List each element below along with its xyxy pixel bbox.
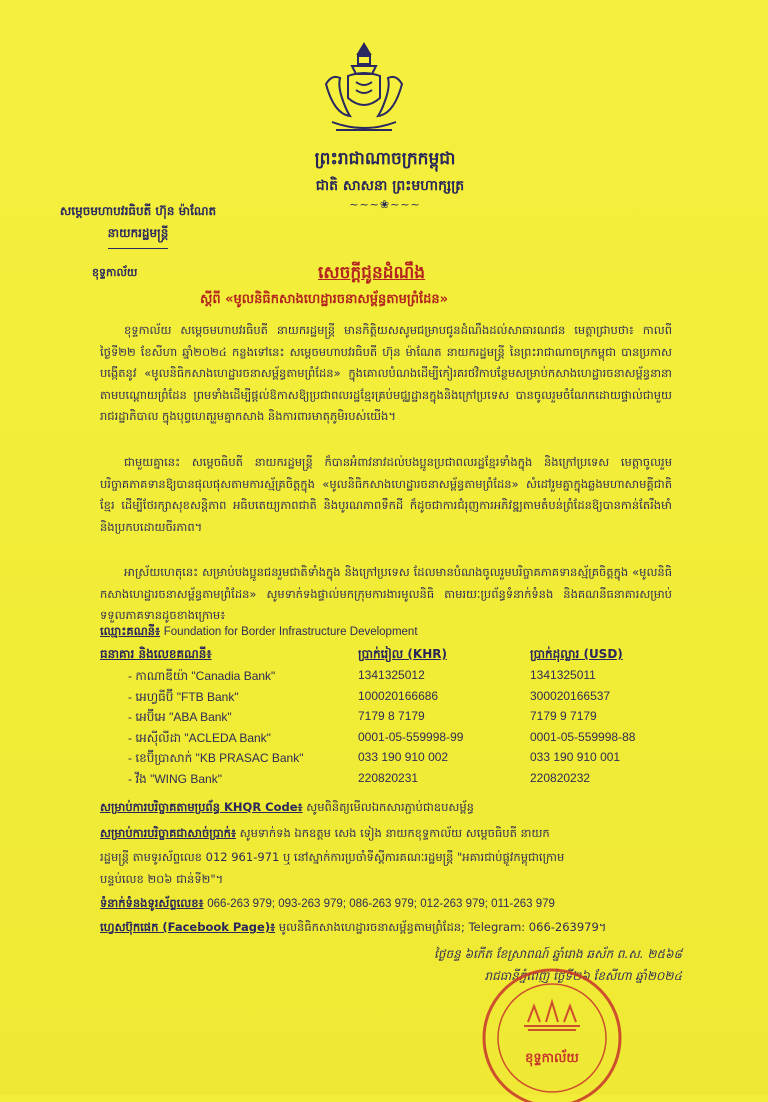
- khr-account: 033 190 910 002: [358, 750, 449, 765]
- khqr-row: [100, 800, 474, 817]
- phones-label: ទំនាក់ទំនងទូរស័ព្ទលេខ៖: [100, 896, 204, 910]
- table-row: [100, 769, 660, 790]
- usd-account: 0001-05-559998-88: [530, 729, 636, 744]
- office-label: ខុទ្ទកាល័យ: [92, 266, 138, 279]
- usd-account: 7179 9 7179: [530, 709, 597, 724]
- national-motto: ជាតិ សាសនា ព្រះមហាក្សត្រ: [315, 178, 465, 194]
- khr-account: 100020166686: [358, 688, 439, 703]
- paragraph-1: ខុទ្ទកាល័យ សម្ដេចមហាបវរធិបតី នាយករដ្ឋមន្ត្រី មានកិត្តិយសសូមជម្រាបជូនដំណឹងដល់សាធារណជន មេត្តាជ្រាបថា៖ កាលពីថ្ងៃទី២២ ខែសីហា ឆ្នាំ២០២៤ កន្លងទៅនេះ សម្ដេចមហាបវរធិបតី ហ៊ុន ម៉ាណែត នាយករដ្ឋមន្ត្រី នៃព្រះរាជាណាចក្រកម្ពុជា បានប្រកាសបង្កើតនូវ «មូលនិធិកសាងហេដ្ឋារចនាសម្ព័ន្ធតាមព្រំដែន» ក្នុងគោលបំណងដើម្បីកៀរគរថវិកាបន្ថែមសម្រាប់កសាងហេដ្ឋារចនាសម្ព័ន្ធនានាតាមបណ្ដោយព្រំដែន ព្រមទាំងដើម្បីផ្ដល់ឱកាសឱ្យប្រជាពលរដ្ឋខ្មែរគ្រប់មជ្ឈដ្ឋានក្នុងនិងក្រៅប្រទេស បានចូលរួមចំណែកដោយផ្ទាល់ជាមួយរាជរដ្ឋាភិបាល ក្នុងបុព្វហេតុរួមគ្នាកសាង និងការពារមាតុភូមិរបស់យើង។: [100, 323, 672, 423]
- bank-name: - អេហ្វធីប៊ី "FTB Bank": [128, 689, 239, 704]
- bank-name: - អេស៊ីលីដា "ACLEDA Bank": [128, 730, 271, 745]
- bank-name: - ខេប៊ីប្រាសាក់ "KB PRASAC Bank": [128, 751, 304, 766]
- date-solar: រាជធានីភ្នំពេញ ថ្ងៃទី២៦ ខែសីហា ឆ្នាំ២០២៤: [484, 969, 682, 983]
- document-title: សេចក្ដីជូនដំណឹង: [318, 263, 426, 283]
- account-name-value: Foundation for Border Infrastructure Development: [163, 626, 418, 638]
- usd-account: 220820232: [530, 770, 591, 785]
- paragraph-3: អាស្រ័យហេតុនេះ សម្រាប់បងប្អូនជនរួមជាតិទាំងក្នុង និងក្រៅប្រទេស ដែលមានបំណងចូលរួមបរិច្ចាគភាគទានស្ម័គ្រចិត្តក្នុង «មូលនិធិកសាងហេដ្ឋារចនាសម្ព័ន្ធតាមព្រំដែន» សូមទាក់ទងផ្ទាល់មកក្រុមការងារមូលនិធិ តាមរយៈប្រព័ន្ធទំនាក់ទំនង និងគណនីធនាគារសម្រាប់ទទួលភាគទានដូចខាងក្រោម៖: [100, 565, 672, 622]
- table-row: [100, 748, 660, 769]
- bank-name: - អេប៊ីអេ "ABA Bank": [128, 710, 232, 725]
- table-row: [100, 687, 660, 708]
- table-header: [100, 646, 660, 666]
- official-seal-stamp: [470, 962, 634, 1102]
- cash-text-2: រដ្ឋមន្ត្រី តាមទូរស័ព្ទលេខ 012 961-971 ឬ នៅស្នាក់ការប្រចាំទីស្ដីការគណៈរដ្ឋមន្ត្រី "អគារជាប់ផ្លូវកម្ពុជាក្រោម: [100, 850, 565, 864]
- cash-label: សម្រាប់ការបរិច្ចាគជាសាច់ប្រាក់៖: [100, 826, 237, 840]
- usd-account: 300020166537: [530, 688, 611, 703]
- sender-name: សម្ដេចមហាបវរធិបតី ហ៊ុន ម៉ាណែត: [59, 204, 217, 218]
- seal-label: ខុទ្ទកាល័យ: [525, 1051, 579, 1066]
- phones-text: 066-263 979; 093-263 979; 086-263 979; 012-263 979; 011-263 979: [207, 898, 555, 910]
- account-name-row: [100, 624, 418, 641]
- kingdom-header: ព្រះរាជាណាចក្រកម្ពុជា: [314, 149, 456, 169]
- cash-text-3: បន្ទប់លេខ ២០៦ ជាន់ទី២"។: [100, 872, 224, 886]
- khr-account: 7179 8 7179: [358, 709, 425, 724]
- header-bank: ធនាគារ និងលេខគណនី៖: [100, 647, 212, 661]
- royal-coat-of-arms-emblem: [318, 40, 410, 140]
- bank-name: - វីង "WING Bank": [128, 771, 222, 786]
- facebook-text: មូលនិធិកសាងហេដ្ឋារចនាសម្ព័ន្ធតាមព្រំដែន; Telegram: 066-263979។: [278, 920, 607, 934]
- khqr-label: សម្រាប់ការបរិច្ចាគតាមប្រព័ន្ធ KHQR Code៖: [100, 800, 303, 814]
- account-name-label: ឈ្មោះគណនី៖: [100, 624, 161, 638]
- header-usd: ប្រាក់ដុល្លារ (USD): [530, 647, 623, 661]
- paragraph-2: ជាមួយគ្នានេះ សម្ដេចធិបតី នាយករដ្ឋមន្ត្រី ក៏បានអំពាវនាវដល់បងប្អូនប្រជាពលរដ្ឋខ្មែរទាំងក្នុង និងក្រៅប្រទេស មេត្តាចូលរួមបរិច្ចាគភាគទានឱ្យបានផុលផុសតាមការស្ម័គ្រចិត្តក្នុង «មូលនិធិកសាងហេដ្ឋារចនាសម្ព័ន្ធតាមព្រំដែន» សំដៅរួមគ្នាក្នុងឆ្លងមហាសាមគ្គីជាតិខ្មែរ ដើម្បីថែរក្សាសុខសន្តិភាព អធិបតេយ្យភាពជាតិ និងបូរណភាពទឹកដី ក៏ដូចជាការជំរុញការអភិវឌ្ឍតាមតំបន់ព្រំដែនឱ្យបានកាន់តែរឹងមាំ និងប្រកបដោយចីរភាព។: [100, 455, 672, 534]
- cash-text-1: សូមទាក់ទង ឯកឧត្ដម សេង ទៀង នាយកខុទ្ទកាល័យ សម្ដេចធិបតី នាយក: [239, 826, 550, 840]
- khqr-text: សូមពិនិត្យមើលឯកសារភ្ជាប់ជាឧបសម្ព័ន្ធ: [306, 800, 474, 814]
- date-lunar: ថ្ងៃចន្ទ ៦កើត ខែស្រាពណ៍ ឆ្នាំរោង ឆស័ក ព.ស. ២៥៦៨: [434, 947, 682, 961]
- cash-row-1: [100, 826, 550, 843]
- khr-account: 1341325012: [358, 668, 425, 682]
- sender-title: នាយករដ្ឋមន្ត្រី: [107, 226, 169, 240]
- table-row: [100, 728, 660, 749]
- facebook-row: [100, 920, 606, 937]
- sender-divider: [108, 248, 168, 249]
- ornament-divider: ~~~❀~~~: [349, 198, 421, 211]
- table-row: [100, 666, 660, 687]
- bank-accounts-table: [100, 646, 660, 790]
- phones-row: [100, 896, 555, 913]
- document-subject: ស្ដីពី «មូលនិធិកសាងហេដ្ឋារចនាសម្ព័ន្ធតាមព្រំដែន»: [200, 292, 448, 307]
- sender-block: [28, 200, 248, 249]
- usd-account: 033 190 910 001: [530, 750, 621, 765]
- facebook-label: ហ្វេសប៊ុកផេក (Facebook Page)៖: [100, 920, 276, 934]
- usd-account: 1341325011: [530, 668, 596, 682]
- khr-account: 0001-05-559998-99: [358, 729, 464, 744]
- khr-account: 220820231: [358, 770, 419, 785]
- header-khr: ប្រាក់រៀល (KHR): [358, 647, 447, 661]
- table-row: [100, 707, 660, 728]
- bank-name: - កាណាឌីយ៉ា "Canadia Bank": [128, 669, 276, 683]
